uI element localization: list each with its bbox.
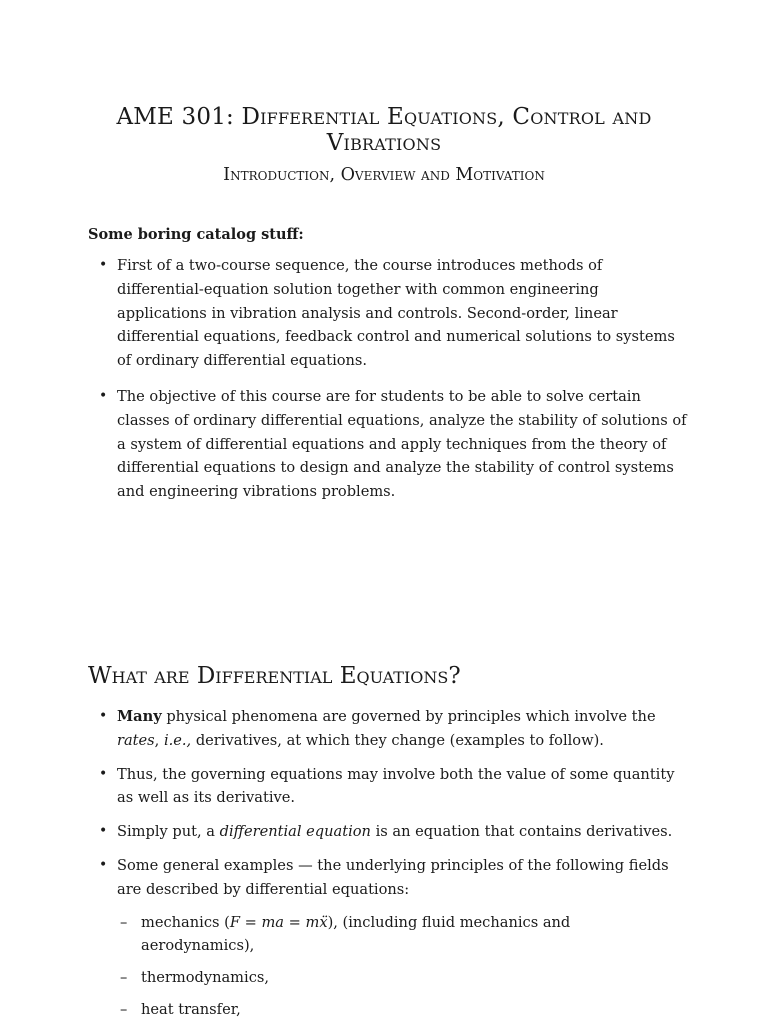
item-text: ), (including fluid mechanics and aerodynamics), bbox=[141, 913, 571, 955]
dash-icon: – bbox=[120, 913, 128, 931]
bullet-icon: • bbox=[99, 823, 108, 840]
italic-text: i.e., bbox=[163, 731, 192, 749]
item-text: Some general examples — the underlying principles of the following fields are described by differential equations: bbox=[117, 856, 669, 898]
dash-icon: – bbox=[120, 969, 128, 987]
item-text: Thus, the governing equations may involve both the value of some quantity as well as its derivative. bbox=[117, 765, 675, 807]
differential-equations-list bbox=[88, 705, 688, 1032]
list-item bbox=[88, 763, 688, 811]
sublist-item bbox=[117, 998, 688, 1022]
document-subtitle: Introduction, Overview and Motivation bbox=[223, 165, 545, 185]
list-item bbox=[88, 820, 688, 844]
bullet-icon: • bbox=[99, 387, 108, 404]
item-text: thermodynamics, bbox=[141, 969, 269, 987]
bold-text: Many bbox=[117, 708, 162, 725]
list-item bbox=[88, 705, 688, 753]
list-item bbox=[88, 385, 688, 504]
document-title: AME 301: Differential Equations, Control and Vibrations bbox=[116, 104, 652, 156]
item-text: Simply put, a bbox=[117, 823, 220, 841]
catalog-list bbox=[88, 254, 688, 516]
item-text: derivatives, at which they change (examples to follow). bbox=[191, 731, 604, 749]
bullet-icon: • bbox=[99, 257, 108, 273]
bullet-icon: • bbox=[99, 765, 108, 782]
italic-text: rates bbox=[117, 731, 155, 749]
sublist-item bbox=[117, 966, 688, 990]
section-heading: What are Differential Equations? bbox=[88, 663, 461, 689]
item-text: mechanics ( bbox=[141, 913, 230, 931]
item-text: is an equation that contains derivatives. bbox=[370, 823, 673, 841]
catalog-heading: Some boring catalog stuff: bbox=[88, 226, 304, 243]
dash-icon: – bbox=[120, 1000, 128, 1018]
bullet-icon: • bbox=[99, 856, 108, 873]
formula: F = ma = mẍ bbox=[229, 913, 328, 931]
bullet-icon: • bbox=[99, 708, 108, 724]
catalog-item-text: First of a two-course sequence, the course introduces methods of differential-equation solution together with common engineering applications in vibration analysis and controls. Second-order, linear differential equations, feedback control and numerical solutions to systems of ordinary differential equations. bbox=[117, 257, 675, 370]
sublist-item bbox=[117, 911, 688, 959]
fields-sublist bbox=[117, 911, 688, 1022]
list-item bbox=[88, 854, 688, 1022]
italic-text: differential equation bbox=[219, 823, 371, 841]
list-item bbox=[88, 254, 688, 373]
catalog-item-text: The objective of this course are for students to be able to solve certain classes of ordinary differential equations, analyze the stability of solutions of a system of differential equations and apply techniques from the theory of differential equations to design and analyze the stability of control systems and engineering vibrations problems. bbox=[117, 387, 687, 501]
item-text: physical phenomena are governed by principles which involve the bbox=[161, 708, 656, 725]
item-text: heat transfer, bbox=[141, 1000, 241, 1018]
item-text: , bbox=[154, 731, 164, 749]
